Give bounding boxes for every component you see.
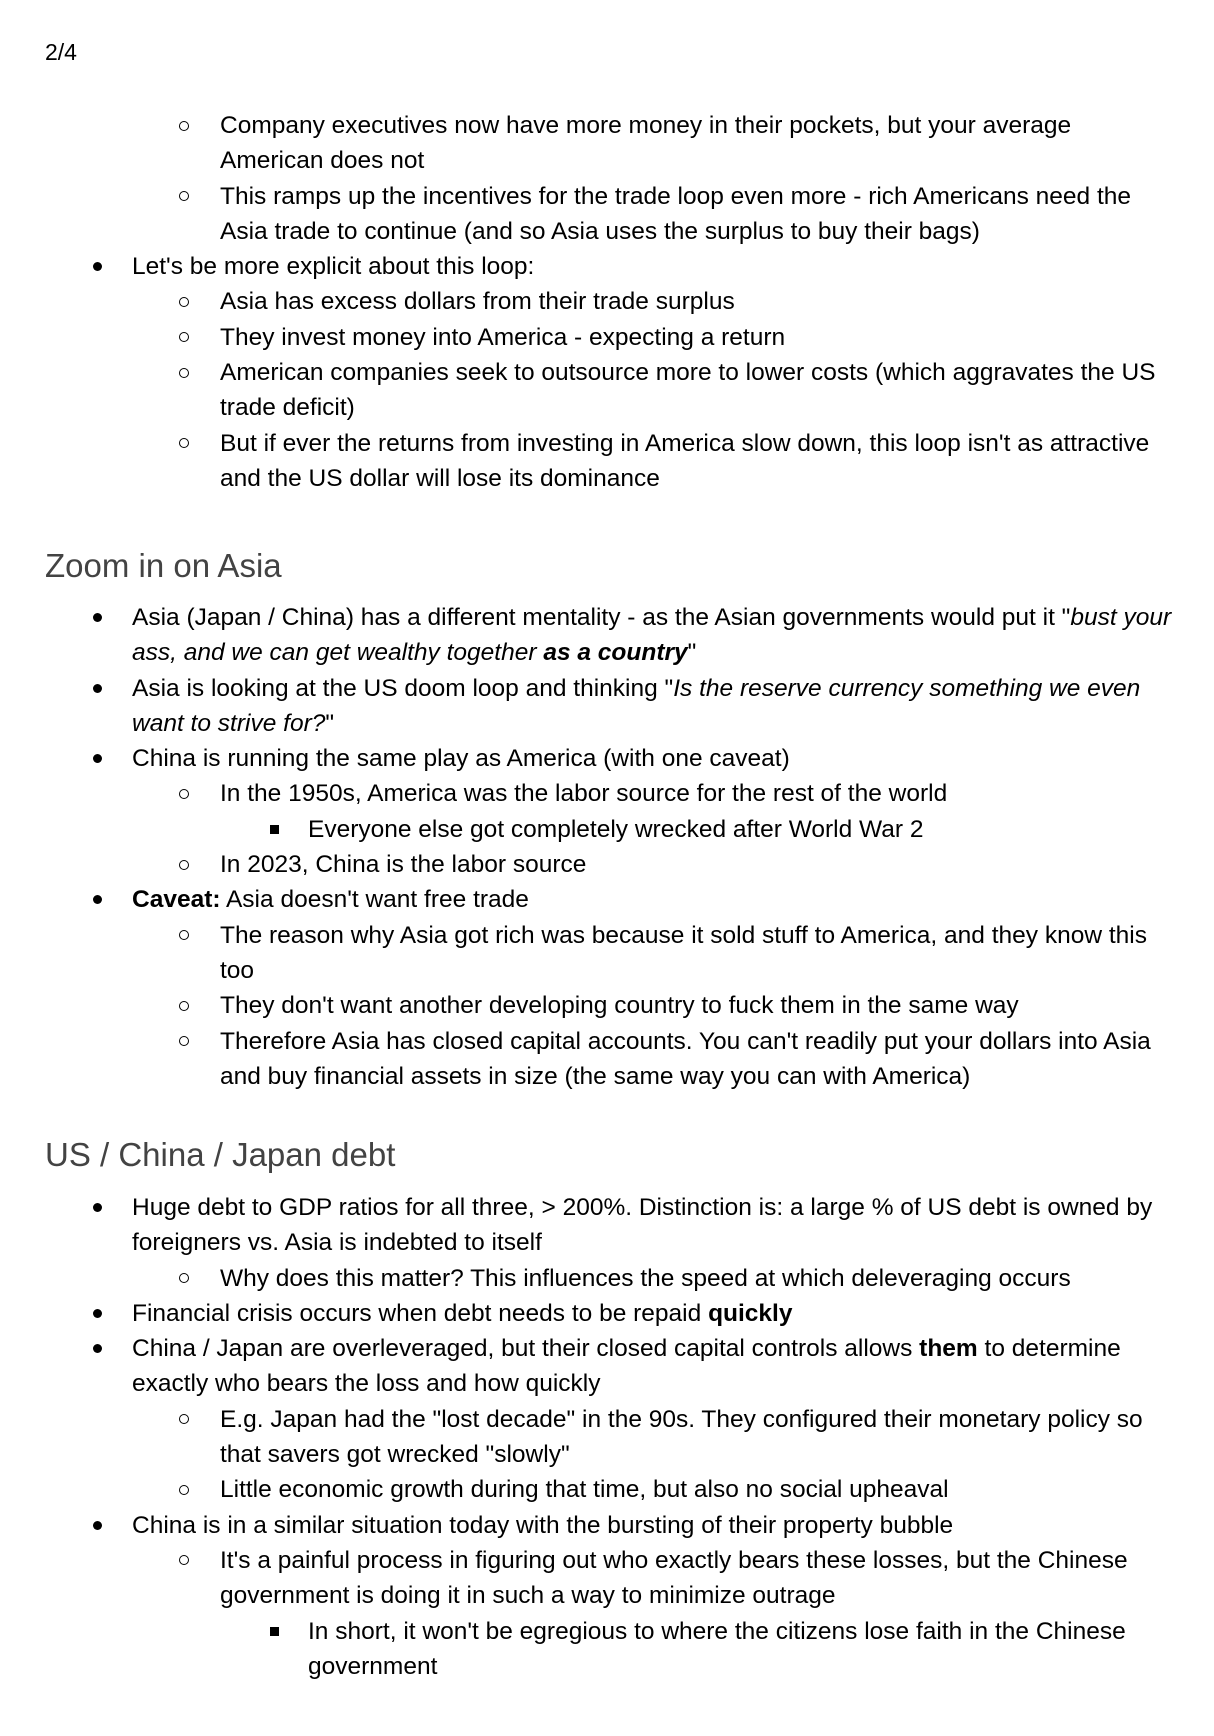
disc-bullet-icon (85, 741, 109, 776)
square-bullet-icon (262, 1614, 286, 1649)
circle-bullet-icon (172, 776, 196, 811)
disc-bullet-icon (85, 1296, 109, 1331)
asia-list (0, 600, 1214, 1094)
list-item: Little economic growth during that time, but also no social upheaval (0, 1472, 1214, 1507)
list-item: They invest money into America - expecting a return (0, 320, 1214, 355)
list-item: E.g. Japan had the "lost decade" in the 90s. They configured their monetary policy so that savers got wrecked "slowly" (0, 1402, 1214, 1473)
circle-bullet-icon (172, 847, 196, 882)
list-item: Let's be more explicit about this loop: (0, 249, 1214, 284)
disc-bullet-icon (85, 1190, 109, 1225)
list-item: In 2023, China is the labor source (0, 847, 1214, 882)
list-item: Huge debt to GDP ratios for all three, > 200%. Distinction is: a large % of US debt is owned by foreigners vs. Asia is indebted to itself (0, 1190, 1214, 1261)
list-item: Asia is looking at the US doom loop and thinking "Is the reserve currency something we even want to strive for?" (0, 671, 1214, 742)
circle-bullet-icon (172, 1543, 196, 1578)
top-list (0, 108, 1214, 496)
circle-bullet-icon (172, 426, 196, 461)
disc-bullet-icon (85, 249, 109, 284)
circle-bullet-icon (172, 1402, 196, 1437)
list-item: They don't want another developing country to fuck them in the same way (0, 988, 1214, 1023)
circle-bullet-icon (172, 108, 196, 143)
list-item: China is in a similar situation today with the bursting of their property bubble (0, 1508, 1214, 1543)
list-item: Therefore Asia has closed capital accounts. You can't readily put your dollars into Asia and buy financial assets in size (the same way you can with America) (0, 1024, 1214, 1095)
list-item: Company executives now have more money in their pockets, but your average American does not (0, 108, 1214, 179)
list-item: American companies seek to outsource more to lower costs (which aggravates the US trade deficit) (0, 355, 1214, 426)
circle-bullet-icon (172, 1261, 196, 1296)
list-item: Asia has excess dollars from their trade surplus (0, 284, 1214, 319)
circle-bullet-icon (172, 1472, 196, 1507)
section-heading-asia: Zoom in on Asia (45, 547, 282, 584)
circle-bullet-icon (172, 320, 196, 355)
list-item: This ramps up the incentives for the trade loop even more - rich Americans need the Asia trade to continue (and so Asia uses the surplus to buy their bags) (0, 179, 1214, 250)
disc-bullet-icon (85, 1331, 109, 1366)
list-item: In the 1950s, America was the labor source for the rest of the world (0, 776, 1214, 811)
debt-list-section (0, 1190, 1214, 1684)
list-item: China is running the same play as America (with one caveat) (0, 741, 1214, 776)
disc-bullet-icon (85, 671, 109, 706)
list-item: China / Japan are overleveraged, but their closed capital controls allows them to determine exactly who bears the loss and how quickly (0, 1331, 1214, 1402)
asia-list-section (0, 600, 1214, 1094)
list-item: In short, it won't be egregious to where the citizens lose faith in the Chinese government (0, 1614, 1214, 1685)
circle-bullet-icon (172, 988, 196, 1023)
disc-bullet-icon (85, 1508, 109, 1543)
list-item: Everyone else got completely wrecked after World War 2 (0, 812, 1214, 847)
list-item: But if ever the returns from investing in America slow down, this loop isn't as attractive and the US dollar will lose its dominance (0, 426, 1214, 497)
list-item: Asia (Japan / China) has a different mentality - as the Asian governments would put it "bust your ass, and we can get wealthy together as a country" (0, 600, 1214, 671)
disc-bullet-icon (85, 882, 109, 917)
top-list-section (0, 108, 1214, 496)
list-item: The reason why Asia got rich was because it sold stuff to America, and they know this too (0, 918, 1214, 989)
list-item: Financial crisis occurs when debt needs to be repaid quickly (0, 1296, 1214, 1331)
page-number: 2/4 (45, 39, 77, 65)
debt-list (0, 1190, 1214, 1684)
circle-bullet-icon (172, 355, 196, 390)
circle-bullet-icon (172, 284, 196, 319)
list-item: Why does this matter? This influences the speed at which deleveraging occurs (0, 1261, 1214, 1296)
list-item: It's a painful process in figuring out who exactly bears these losses, but the Chinese government is doing it in such a way to minimize outrage (0, 1543, 1214, 1614)
circle-bullet-icon (172, 179, 196, 214)
disc-bullet-icon (85, 600, 109, 635)
circle-bullet-icon (172, 918, 196, 953)
square-bullet-icon (262, 812, 286, 847)
circle-bullet-icon (172, 1024, 196, 1059)
section-heading-debt: US / China / Japan debt (45, 1136, 396, 1173)
list-item: Caveat: Asia doesn't want free trade (0, 882, 1214, 917)
